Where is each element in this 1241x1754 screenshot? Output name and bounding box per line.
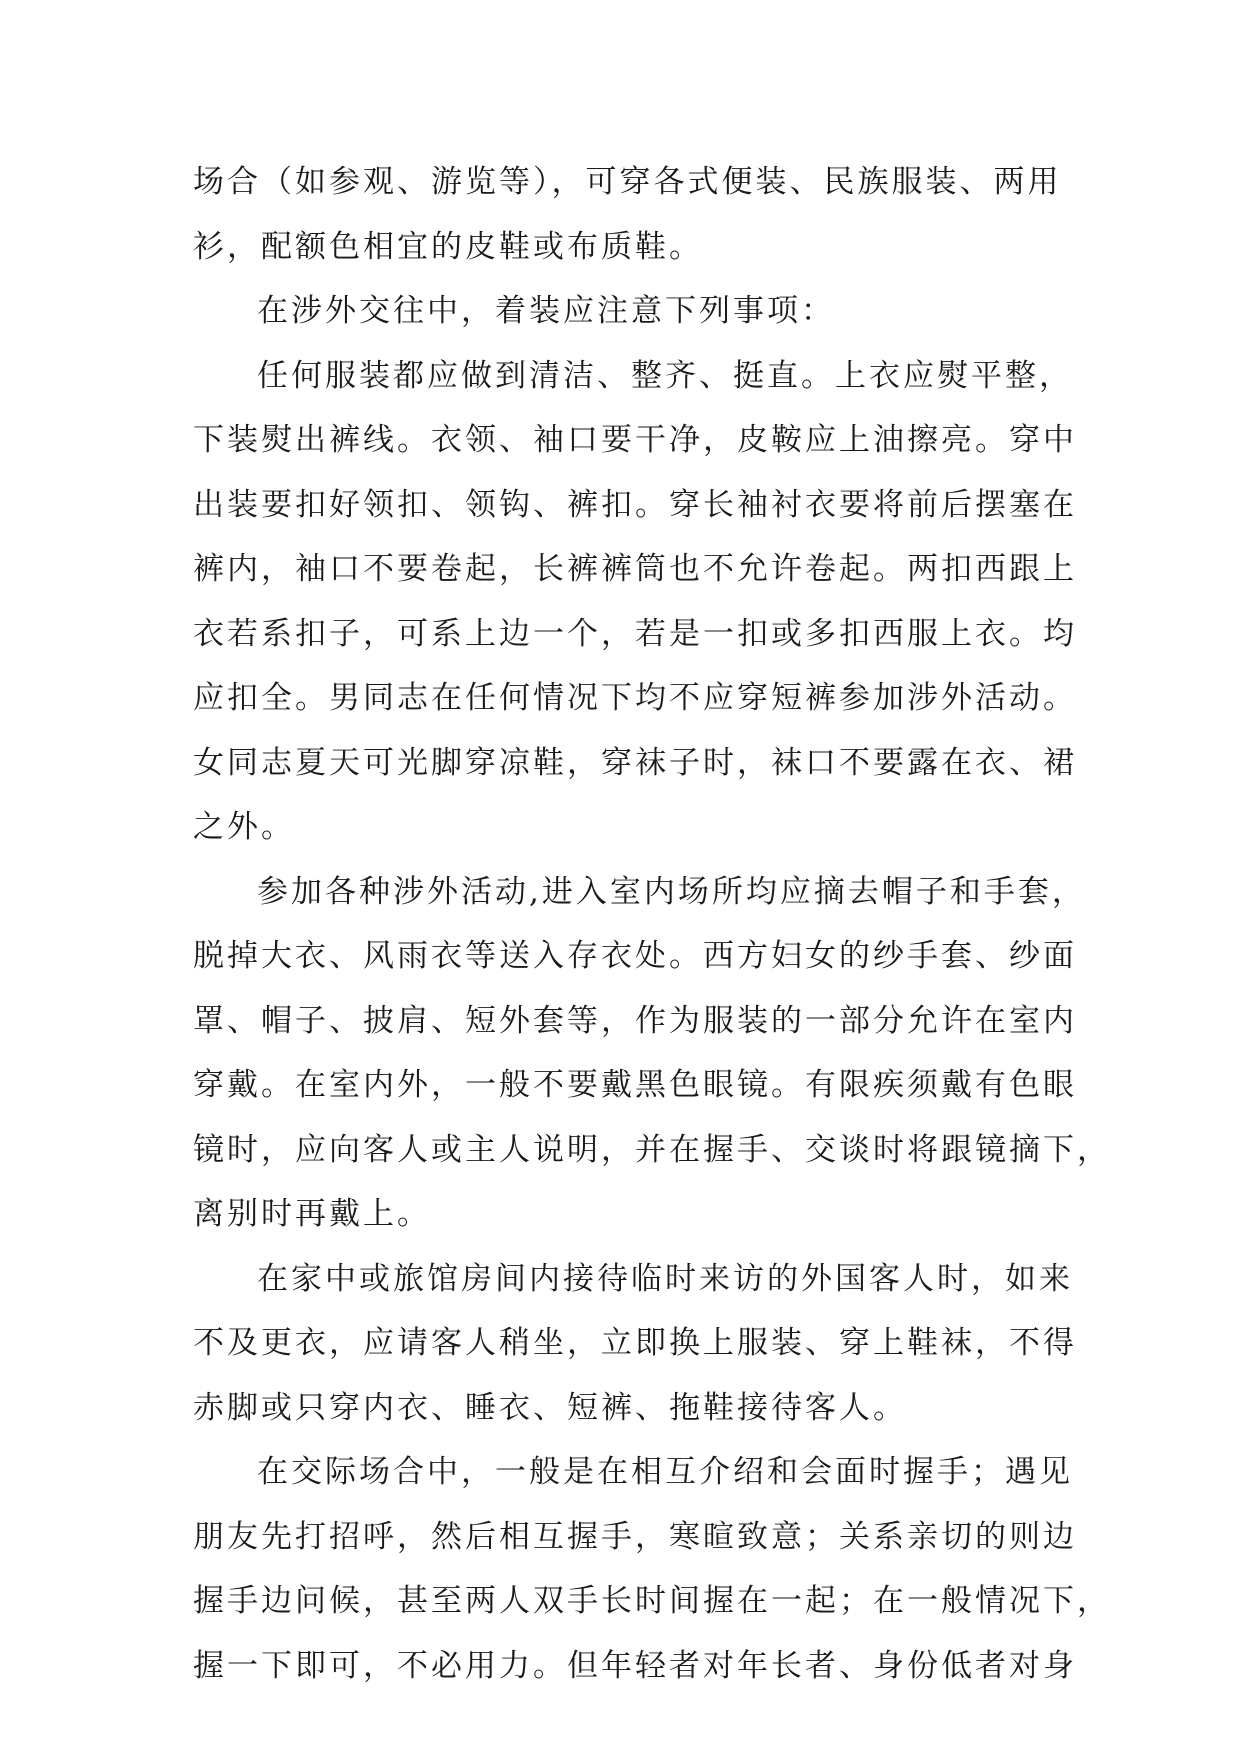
text-line: 出装要扣好领扣、领钩、裤扣。穿长袖衬衣要将前后摆塞在 [193,486,1077,523]
text-line: 衫，配额色相宜的皮鞋或布质鞋。 [193,228,703,265]
text-line: 应扣全。男同志在任何情况下均不应穿短裤参加涉外活动。 [193,680,1077,716]
text-line: 场合（如参观、游览等），可穿各式便装、民族服装、两用 [193,164,1062,200]
text-line: 衣若系扣子，可系上边一个，若是一扣或多扣西服上衣。均 [193,615,1077,652]
text-line: 女同志夏天可光脚穿凉鞋，穿袜子时，袜口不要露在衣、裙 [193,744,1077,781]
text-line: 穿戴。在室内外，一般不要戴黑色眼镜。有限疾须戴有色眼 [193,1067,1077,1103]
text-line: 朋友先打招呼，然后相互握手，寒暄致意；关系亲切的则边 [193,1518,1077,1555]
text-line: 镜时，应向客人或主人说明，并在握手、交谈时将跟镜摘下， [193,1131,1111,1168]
text-line: 任何服装都应做到清洁、整齐、挺直。上衣应熨平整， [257,357,1073,394]
text-line: 在家中或旅馆房间内接待临时来访的外国客人时，如来 [257,1260,1073,1297]
text-line: 离别时再戴上。 [193,1196,431,1232]
text-line: 握手边问候，甚至两人双手长时间握在一起；在一般情况下， [193,1583,1111,1619]
text-line: 之外。 [193,809,295,845]
text-line: 脱掉大衣、风雨衣等送入存衣处。西方妇女的纱手套、纱面 [193,938,1077,974]
text-line: 握一下即可，不必用力。但年轻者对年长者、身份低者对身 [193,1647,1077,1684]
text-line: 罩、帽子、披肩、短外套等，作为服装的一部分允许在室内 [193,1002,1077,1039]
text-line: 在交际场合中，一般是在相互介绍和会面时握手；遇见 [257,1454,1073,1490]
document-body [193,150,1111,1698]
text-line: 下装熨出裤线。衣领、袖口要干净，皮鞍应上油擦亮。穿中 [193,422,1077,458]
text-line: 参加各种涉外活动,进入室内场所均应摘去帽子和手套， [257,873,1086,910]
text-line: 不及更衣，应请客人稍坐，立即换上服装、穿上鞋袜，不得 [193,1325,1077,1361]
text-line: 裤内，袖口不要卷起，长裤裤筒也不允许卷起。两扣西跟上 [193,551,1077,587]
text-line: 在涉外交往中，着装应注意下列事项： [257,293,835,329]
text-line: 赤脚或只穿内衣、睡衣、短裤、拖鞋接待客人。 [193,1389,907,1426]
